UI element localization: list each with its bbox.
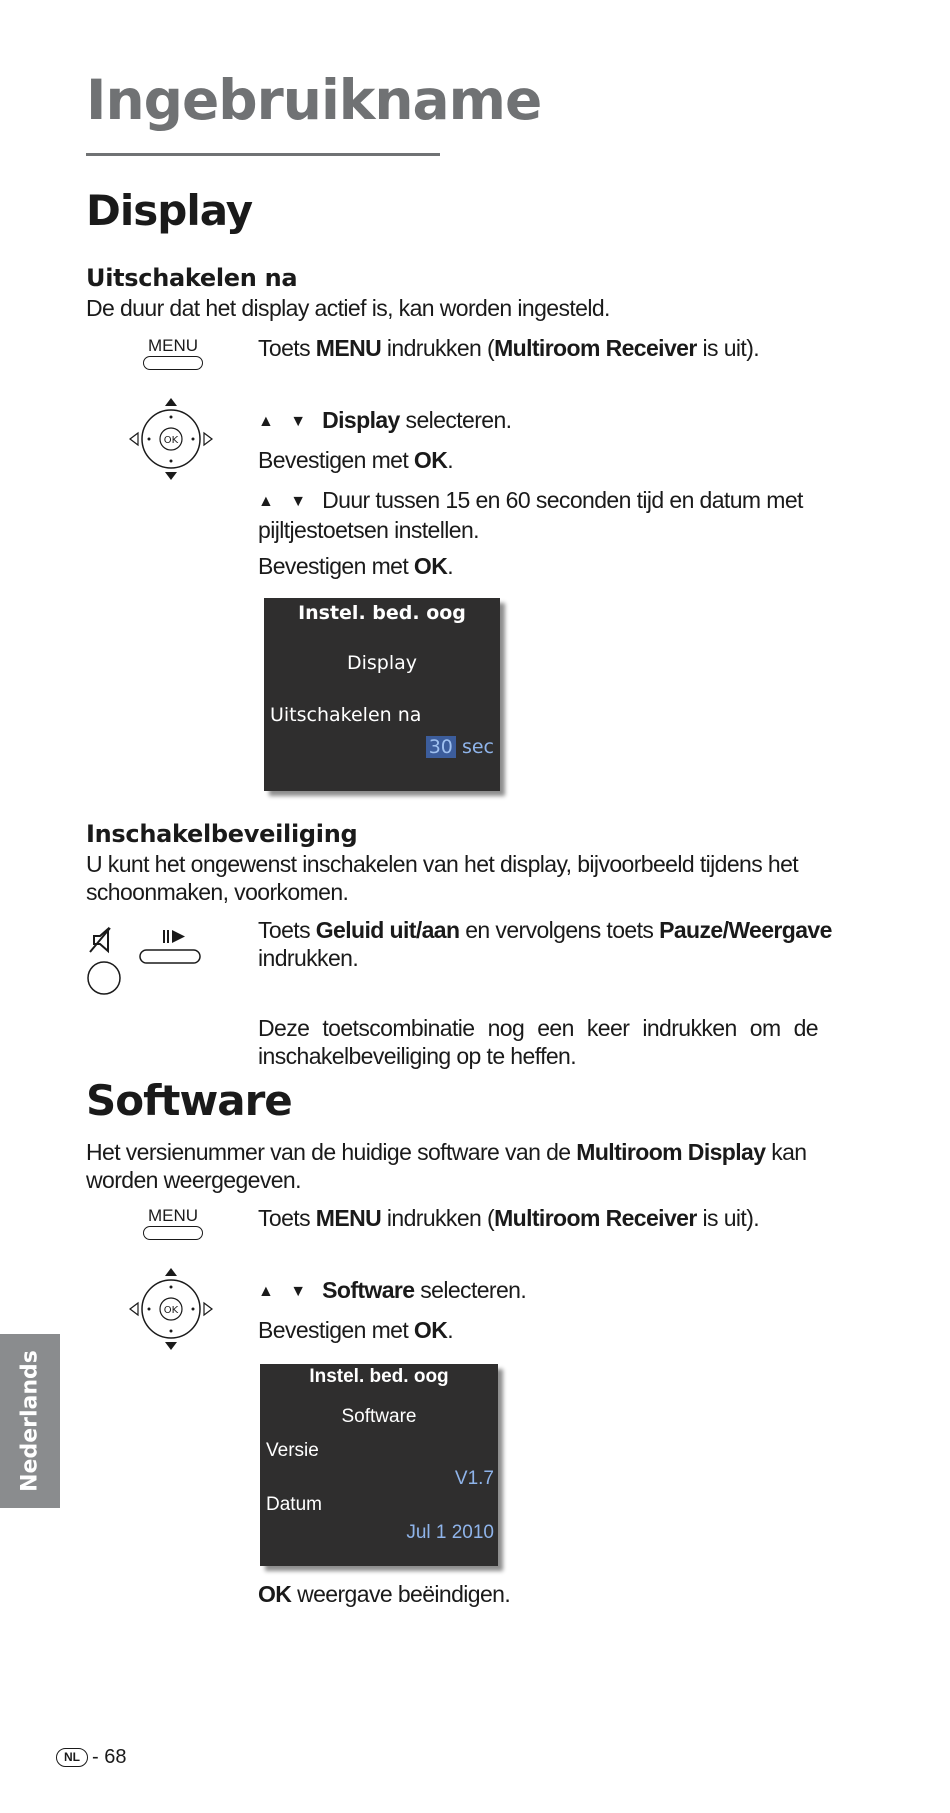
nav-pad-icon (128, 1266, 214, 1352)
screen-label-date: Datum (266, 1494, 322, 1515)
uitschakelen-intro: De duur dat het display actief is, kan worden ingesteld. (86, 295, 610, 321)
nav-pad-icon (128, 396, 214, 482)
software-step1: Toets MENU indrukken (Multiroom Receiver is uit). (258, 1205, 760, 1231)
screen-item: Display (346, 652, 418, 674)
uitschakelen-step5: Bevestigen met OK. (258, 553, 454, 579)
subheading-uitschakelen: Uitschakelen na (86, 264, 298, 292)
software-step4: OK weergave beëindigen. (258, 1581, 511, 1607)
screen-unit: sec (461, 736, 494, 758)
mute-and-play-keys (86, 926, 206, 998)
menu-key-label: MENU (147, 336, 199, 355)
play-pause-icon (163, 930, 185, 943)
software-intro: Het versienummer van de huidige software van de Multiroom Display kan worden weergegeven. (86, 1139, 807, 1193)
menu-key-label: MENU (147, 1206, 199, 1225)
software-step3: Bevestigen met OK. (258, 1317, 454, 1343)
page-footer (56, 1746, 126, 1769)
screen-label-version: Versie (266, 1440, 319, 1461)
chapter-title: Ingebruikname (86, 68, 542, 132)
screen-value-row (264, 736, 494, 758)
display-screen-mockup (264, 598, 500, 791)
chapter-rule (86, 153, 440, 156)
inschakel-step1: Toets Geluid uit/aan en vervolgens toets Pauze/Weergave indrukken. (258, 917, 832, 971)
language-side-tab-label: Nederlands (17, 1350, 43, 1492)
language-side-tab (0, 1334, 60, 1508)
nav-pad-ok-label: OK (163, 1305, 179, 1316)
uitschakelen-step3: Bevestigen met OK. (258, 447, 454, 473)
screen-label: Uitschakelen na (270, 704, 422, 726)
screen-title: Instel. bed. oog (298, 602, 466, 624)
section-title-display: Display (86, 186, 253, 235)
software-step2: ▲ ▼ Software selecteren. (258, 1277, 527, 1303)
uitschakelen-step4: ▲ ▼ Duur tussen 15 en 60 seconden tijd en datum met pijltjestoetsen instellen. (258, 487, 803, 543)
screen-value-date: Jul 1 2010 (406, 1522, 494, 1543)
screen-title: Instel. bed. oog (309, 1366, 449, 1387)
menu-key-icon (142, 1206, 204, 1240)
menu-key-button-shape (143, 1226, 203, 1240)
uitschakelen-step2: ▲ ▼ Display selecteren. (258, 407, 512, 433)
nl-badge: NL (56, 1748, 88, 1767)
uitschakelen-step1: Toets MENU indrukken (Multiroom Receiver is uit). (258, 335, 760, 361)
nav-pad-ok-label: OK (163, 435, 179, 446)
inschakel-intro: U kunt het ongewenst inschakelen van het display, bijvoorbeeld tijdens het schoonmaken, voorkomen. (86, 851, 799, 905)
menu-key-icon (142, 336, 204, 370)
software-screen-mockup (260, 1364, 498, 1566)
section-title-software: Software (86, 1076, 292, 1125)
screen-item: Software (341, 1406, 417, 1427)
page-number: - 68 (92, 1746, 127, 1768)
screen-value-version: V1.7 (454, 1468, 494, 1489)
inschakel-step2: Deze toetscombinatie nog een keer indrukken om de inschakelbeveiliging op te heffen. (258, 1015, 818, 1069)
menu-key-button-shape (143, 356, 203, 370)
subheading-inschakel: Inschakelbeveiliging (86, 820, 358, 848)
mute-icon (90, 928, 110, 952)
screen-value: 30 (426, 736, 456, 758)
